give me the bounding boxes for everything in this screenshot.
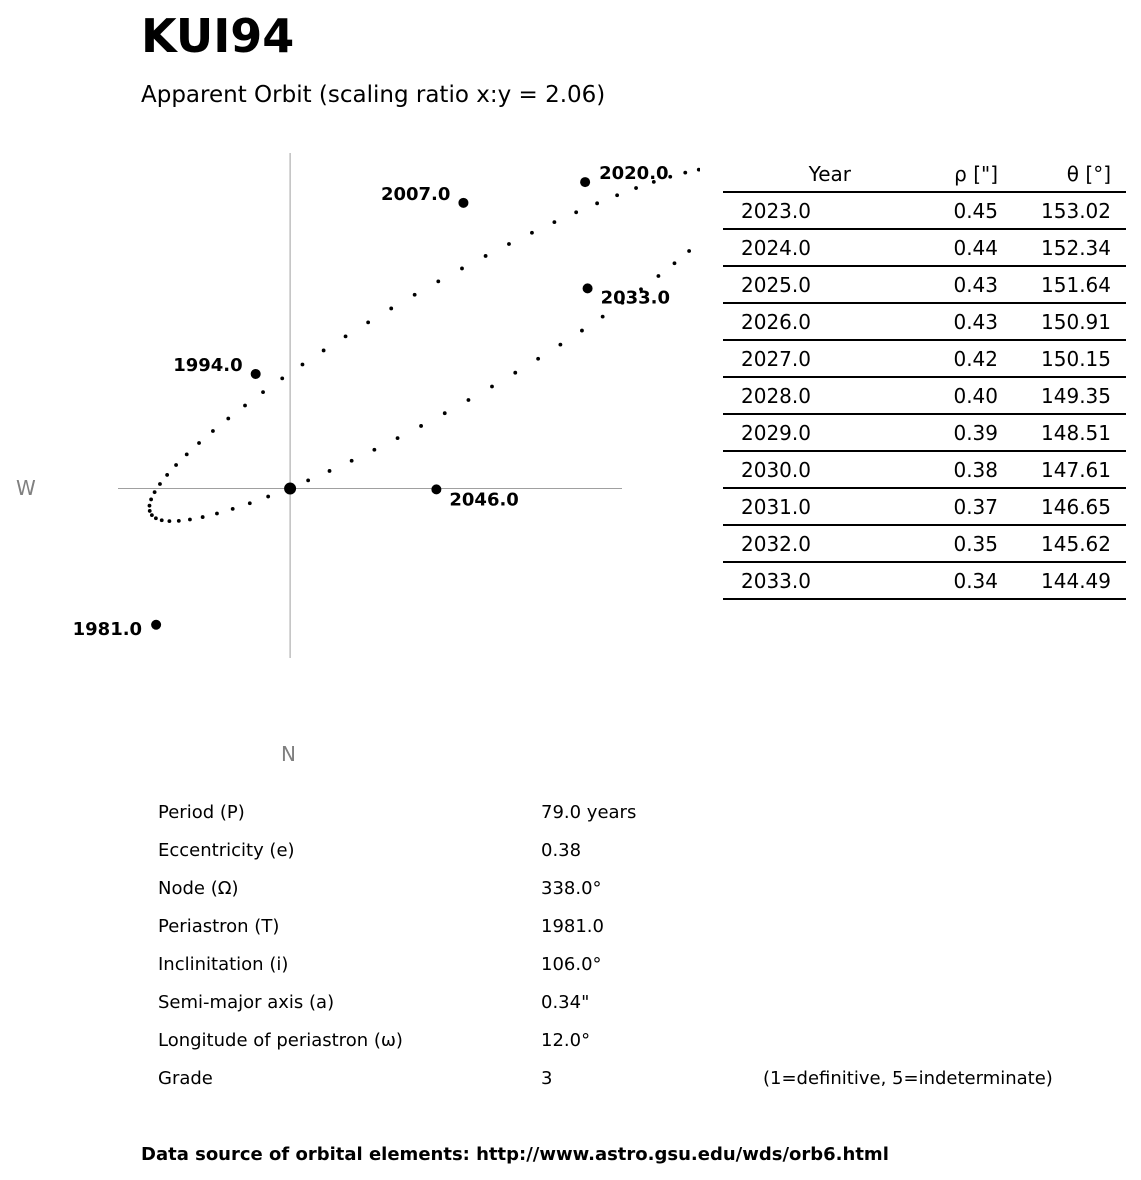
ephemeris-row: [723, 414, 1126, 451]
ephemeris-rho-cell: 0.44: [851, 229, 998, 266]
ephemeris-table: [723, 156, 1126, 600]
orbit-dot: [366, 320, 370, 324]
orbit-dot: [158, 482, 162, 486]
ephemeris-rho-cell: 0.42: [851, 340, 998, 377]
epoch-marker: [151, 620, 161, 630]
orbit-dot: [413, 293, 417, 297]
epoch-marker: [583, 283, 593, 293]
element-value: 12.0°: [541, 1030, 591, 1051]
year-column-header: Year: [723, 156, 851, 192]
page-title: KUI94: [141, 9, 295, 63]
orbit-dot: [615, 193, 619, 197]
orbit-dot: [683, 171, 687, 175]
orbit-dot: [396, 436, 400, 440]
orbit-dot: [595, 201, 599, 205]
element-label: Grade: [158, 1068, 213, 1089]
ephemeris-year-cell: 2031.0: [723, 488, 851, 525]
orbit-dot: [460, 267, 464, 271]
epoch-marker: [251, 369, 261, 379]
orbit-dot: [467, 398, 471, 402]
ephemeris-year-cell: 2027.0: [723, 340, 851, 377]
ephemeris-row: [723, 562, 1126, 599]
orbit-dot: [306, 478, 310, 482]
data-source-note: Data source of orbital elements: http://www.astro.gsu.edu/wds/orb6.html: [141, 1144, 889, 1165]
ephemeris-theta-cell: 150.15: [998, 340, 1126, 377]
orbit-dot: [344, 334, 348, 338]
ephemeris-year-cell: 2026.0: [723, 303, 851, 340]
ephemeris-year-cell: 2032.0: [723, 525, 851, 562]
ephemeris-year-cell: 2033.0: [723, 562, 851, 599]
orbit-dot: [601, 315, 605, 319]
epoch-marker: [580, 177, 590, 187]
west-direction-label: W: [16, 476, 36, 500]
orbit-dot: [328, 469, 332, 473]
epoch-label: 2007.0: [380, 183, 451, 205]
ephemeris-row: [723, 192, 1126, 229]
ephemeris-rho-cell: 0.43: [851, 303, 998, 340]
ephemeris-rho-cell: 0.40: [851, 377, 998, 414]
epoch-marker: [431, 484, 441, 494]
ephemeris-rho-cell: 0.38: [851, 451, 998, 488]
epoch-label: 2046.0: [449, 489, 519, 511]
orbit-dot: [530, 231, 534, 235]
ephemeris-theta-cell: 147.61: [998, 451, 1126, 488]
orbit-dot: [177, 519, 181, 523]
orbit-chart: [0, 0, 700, 720]
ephemeris-theta-cell: 148.51: [998, 414, 1126, 451]
ephemeris-year-cell: 2023.0: [723, 192, 851, 229]
orbit-dot: [167, 519, 171, 523]
orbit-dot: [231, 507, 235, 511]
orbit-dot: [188, 518, 192, 522]
orbit-dot: [165, 473, 169, 477]
element-label: Period (P): [158, 802, 245, 823]
element-value: 1981.0: [541, 916, 604, 937]
orbit-dot: [280, 377, 284, 381]
orbit-dot: [211, 429, 215, 433]
orbit-dot: [243, 404, 247, 408]
epoch-label: 2033.0: [600, 287, 671, 309]
ephemeris-theta-cell: 149.35: [998, 377, 1126, 414]
orbit-dot: [215, 512, 219, 516]
orbit-dot: [266, 495, 270, 499]
ephemeris-year-cell: 2028.0: [723, 377, 851, 414]
orbit-dot: [160, 518, 164, 522]
orbit-dot: [436, 280, 440, 284]
ephemeris-year-cell: 2030.0: [723, 451, 851, 488]
orbit-dot: [657, 274, 661, 278]
orbit-dot: [226, 417, 230, 421]
orbit-dot: [150, 513, 154, 517]
ephemeris-row: [723, 377, 1126, 414]
orbit-dot: [174, 463, 178, 467]
ephemeris-theta-cell: 146.65: [998, 488, 1126, 525]
ephemeris-row: [723, 303, 1126, 340]
ephemeris-rho-cell: 0.35: [851, 525, 998, 562]
epoch-label: 1994.0: [173, 354, 243, 376]
ephemeris-rho-cell: 0.43: [851, 266, 998, 303]
orbit-dot: [350, 459, 354, 463]
ephemeris-row: [723, 266, 1126, 303]
orbit-dot: [261, 390, 265, 394]
north-direction-label: N: [281, 742, 296, 766]
element-note: (1=definitive, 5=indeterminate): [763, 1068, 1053, 1089]
ephemeris-row: [723, 525, 1126, 562]
element-label: Longitude of periastron (ω): [158, 1030, 403, 1051]
element-label: Semi-major axis (a): [158, 992, 335, 1013]
ephemeris-theta-cell: 151.64: [998, 266, 1126, 303]
orbit-dot: [558, 343, 562, 347]
orbit-dot: [149, 498, 153, 502]
ephemeris-year-cell: 2025.0: [723, 266, 851, 303]
orbit-dot: [513, 371, 517, 375]
element-label: Eccentricity (e): [158, 840, 295, 861]
ephemeris-header-row: [723, 156, 1126, 192]
ephemeris-row: [723, 488, 1126, 525]
rho-column-header: ρ ["]: [851, 156, 998, 192]
ephemeris-theta-cell: 144.49: [998, 562, 1126, 599]
orbit-dot: [372, 448, 376, 452]
orbit-dot: [389, 307, 393, 311]
orbit-dot: [668, 175, 672, 179]
element-label: Inclinitation (i): [158, 954, 289, 975]
chart-subtitle: Apparent Orbit (scaling ratio x:y = 2.06): [141, 82, 606, 108]
ephemeris-rho-cell: 0.45: [851, 192, 998, 229]
element-value: 0.38: [541, 840, 582, 861]
orbit-dot: [687, 249, 691, 253]
orbit-dot: [507, 242, 511, 246]
ephemeris-theta-cell: 145.62: [998, 525, 1126, 562]
ephemeris-row: [723, 451, 1126, 488]
orbit-dot: [148, 504, 152, 508]
ephemeris-theta-cell: 152.34: [998, 229, 1126, 266]
ephemeris-rho-cell: 0.37: [851, 488, 998, 525]
orbit-dot: [552, 220, 556, 224]
ephemeris-theta-cell: 153.02: [998, 192, 1126, 229]
orbit-dot: [419, 424, 423, 428]
epoch-label: 1981.0: [72, 618, 143, 640]
ephemeris-rho-cell: 0.39: [851, 414, 998, 451]
orbit-dot: [185, 452, 189, 456]
orbit-dot: [490, 385, 494, 389]
orbit-dot: [322, 349, 326, 353]
orbit-dot: [634, 186, 638, 190]
ephemeris-year-cell: 2024.0: [723, 229, 851, 266]
orbit-dot: [673, 261, 677, 265]
orbit-dot: [248, 501, 252, 505]
element-label: Node (Ω): [158, 878, 239, 899]
ephemeris-row: [723, 340, 1126, 377]
orbit-dot: [697, 168, 700, 172]
orbit-dot: [153, 490, 157, 494]
orbit-dot: [580, 329, 584, 333]
epoch-label: 2020.0: [599, 163, 669, 185]
orbit-dot: [443, 411, 447, 415]
theta-column-header: θ [°]: [998, 156, 1126, 192]
orbit-dot: [154, 516, 158, 520]
element-value: 106.0°: [541, 954, 602, 975]
orbit-dot: [301, 363, 305, 367]
orbit-dot: [574, 210, 578, 214]
orbit-dot: [148, 509, 152, 513]
ephemeris-year-cell: 2029.0: [723, 414, 851, 451]
orbit-dot: [484, 254, 488, 258]
element-label: Periastron (T): [158, 916, 280, 937]
primary-star-marker: [284, 483, 296, 495]
element-value: 79.0 years: [541, 802, 637, 823]
element-value: 0.34": [541, 992, 590, 1013]
element-value: 338.0°: [541, 878, 602, 899]
ephemeris-rho-cell: 0.34: [851, 562, 998, 599]
ephemeris-theta-cell: 150.91: [998, 303, 1126, 340]
orbit-dot: [197, 441, 201, 445]
ephemeris-row: [723, 229, 1126, 266]
orbit-dot: [536, 357, 540, 361]
epoch-marker: [458, 198, 468, 208]
orbit-dot: [201, 515, 205, 519]
element-value: 3: [541, 1068, 553, 1089]
